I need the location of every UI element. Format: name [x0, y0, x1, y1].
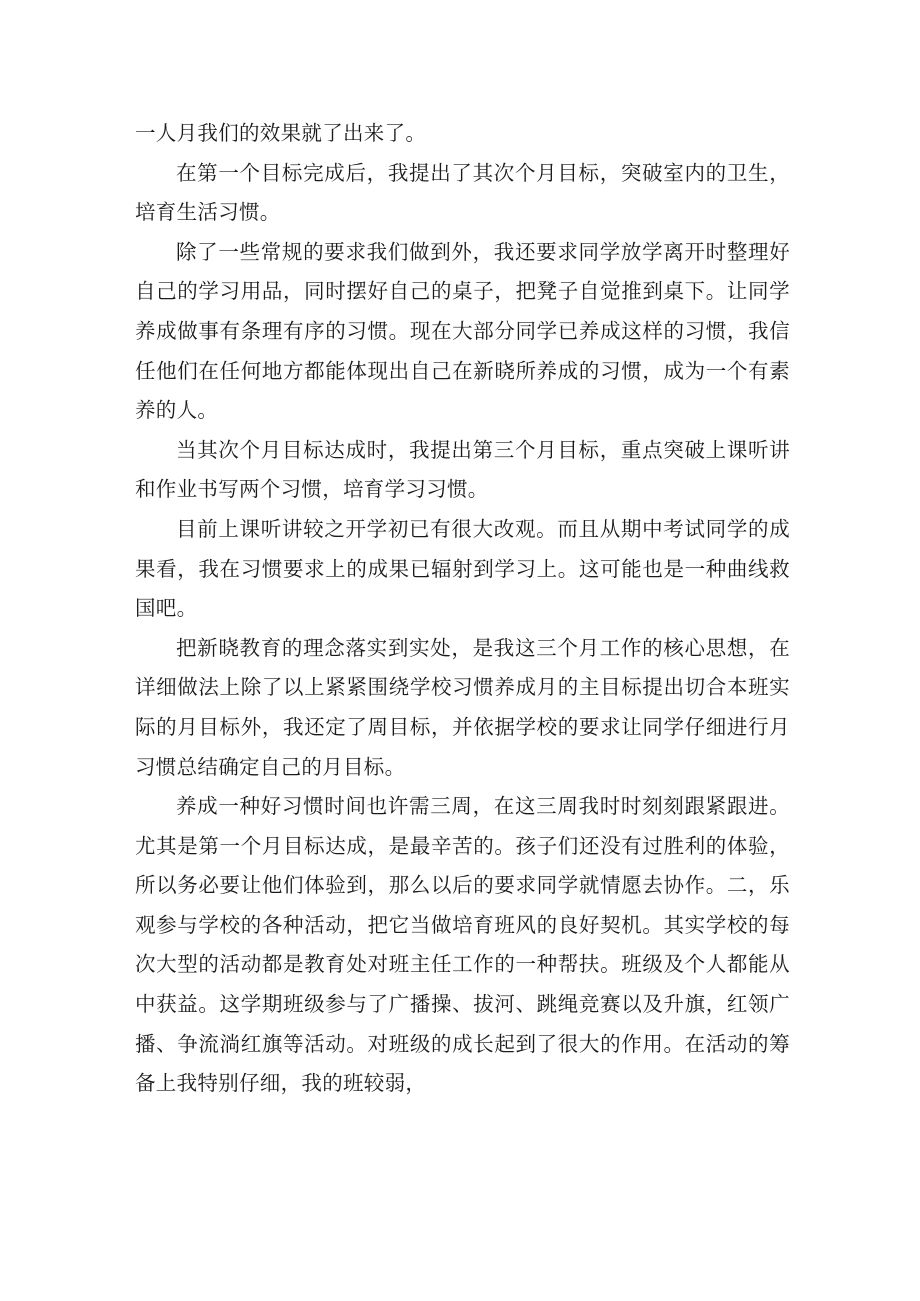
- paragraph-classroom-improvement: 目前上课听讲较之开学初已有很大改观。而且从期中考试同学的成果看，我在习惯要求上的成果已辐射到学习上。这可能也是一种曲线救国吧。: [135, 516, 790, 621]
- paragraph-daily-habits: 除了一些常规的要求我们做到外，我还要求同学放学离开时整理好自己的学习用品，同时摆好自己的桌子，把凳子自觉推到桌下。让同学养成做事有条理有序的习惯。现在大部分同学已养成这样的习惯，我信任他们在任何地方都能体现出自己在新晓所养成的习惯，成为一个有素养的人。: [135, 239, 790, 423]
- paragraph-continuation: 一人月我们的效果就了出来了。: [135, 121, 427, 145]
- paragraph-third-goal: 当其次个月目标达成时，我提出第三个月目标，重点突破上课听讲和作业书写两个习惯，培育学习习惯。: [135, 437, 790, 502]
- paragraph-second-goal: 在第一个目标完成后，我提出了其次个月目标，突破室内的卫生，培育生活习惯。: [135, 160, 790, 225]
- paragraph-activities: 养成一种好习惯时间也许需三周，在这三周我时时刻刻跟紧跟进。尤其是第一个月目标达成，是最辛苦的。孩子们还没有过胜利的体验，所以务必要让他们体验到，那么以后的要求同学就情愿去协作。二，乐观参与学校的各种活动，把它当做培育班风的良好契机。其实学校的每次大型的活动都是教育处对班主任工作的一种帮扶。班级及个人都能从中获益。这学期班级参与了广播操、拔河、跳绳竞赛以及升旗，红领广播、争流淌红旗等活动。对班级的成长起到了很大的作用。在活动的筹备上我特别仔细，我的班较弱，: [135, 794, 790, 1096]
- document-body: [135, 114, 790, 1104]
- paragraph-core-idea: 把新晓教育的理念落实到实处，是我这三个月工作的核心思想，在详细做法上除了以上紧紧围绕学校习惯养成月的主目标提出切合本班实际的月目标外，我还定了周目标，并依据学校的要求让同学仔细进行月习惯总结确定自己的月目标。: [135, 635, 790, 779]
